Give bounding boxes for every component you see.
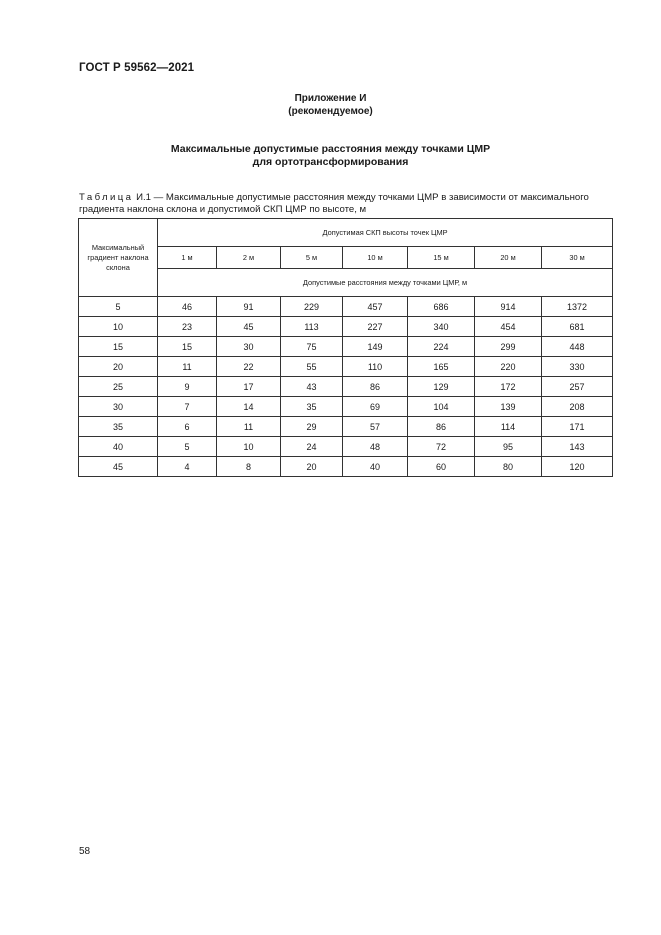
column-header: 15 м — [408, 247, 475, 269]
table-caption — [79, 192, 619, 216]
distance-cell: 6 — [158, 417, 217, 437]
distance-cell: 91 — [217, 297, 281, 317]
column-header: 30 м — [542, 247, 613, 269]
table-caption-line2: градиента наклона склона и допустимой СКП ЦМР по высоте, м — [79, 204, 367, 215]
distance-cell: 149 — [343, 337, 408, 357]
distance-cell: 20 — [281, 457, 343, 477]
table-row — [79, 457, 613, 477]
distance-cell: 143 — [542, 437, 613, 457]
gradient-cell: 10 — [79, 317, 158, 337]
distance-cell: 15 — [158, 337, 217, 357]
distance-cell: 113 — [281, 317, 343, 337]
gradient-cell: 20 — [79, 357, 158, 377]
gradient-cell: 25 — [79, 377, 158, 397]
column-header: 20 м — [475, 247, 542, 269]
distance-cell: 171 — [542, 417, 613, 437]
distance-cell: 11 — [217, 417, 281, 437]
distance-cell: 45 — [217, 317, 281, 337]
column-header: 5 м — [281, 247, 343, 269]
table-row — [79, 417, 613, 437]
distance-cell: 104 — [408, 397, 475, 417]
distance-cell: 4 — [158, 457, 217, 477]
distance-cell: 24 — [281, 437, 343, 457]
table-row — [79, 337, 613, 357]
section-title — [0, 143, 661, 169]
distance-cell: 208 — [542, 397, 613, 417]
gradient-cell: 5 — [79, 297, 158, 317]
distance-cell: 172 — [475, 377, 542, 397]
document-standard-id: ГОСТ Р 59562—2021 — [79, 62, 195, 74]
section-title-line2: для ортотрансформирования — [252, 156, 409, 168]
sub-header-distances: Допустимые расстояния между точками ЦМР, м — [158, 269, 613, 297]
distance-cell: 220 — [475, 357, 542, 377]
distance-cell: 14 — [217, 397, 281, 417]
distance-cell: 80 — [475, 457, 542, 477]
appendix-status: (рекомендуемое) — [288, 106, 373, 117]
distance-cell: 57 — [343, 417, 408, 437]
row-header-gradient: Максимальный градиент наклона склона — [79, 219, 158, 297]
distance-cell: 257 — [542, 377, 613, 397]
distance-cell: 454 — [475, 317, 542, 337]
gradient-cell: 30 — [79, 397, 158, 417]
section-title-line1: Максимальные допустимые расстояния между точками ЦМР — [170, 143, 491, 155]
gradient-cell: 15 — [79, 337, 158, 357]
distance-cell: 86 — [343, 377, 408, 397]
distance-cell: 43 — [281, 377, 343, 397]
distance-cell: 11 — [158, 357, 217, 377]
distance-cell: 46 — [158, 297, 217, 317]
group-header-rmse: Допустимая СКП высоты точек ЦМР — [158, 219, 613, 247]
distance-cell: 55 — [281, 357, 343, 377]
distance-cell: 457 — [343, 297, 408, 317]
table-row — [79, 297, 613, 317]
appendix-heading — [0, 92, 661, 118]
distance-cell: 227 — [343, 317, 408, 337]
distance-cell: 165 — [408, 357, 475, 377]
distance-cell: 23 — [158, 317, 217, 337]
gradient-cell: 35 — [79, 417, 158, 437]
distance-cell: 448 — [542, 337, 613, 357]
distance-cell: 129 — [408, 377, 475, 397]
distance-cell: 110 — [343, 357, 408, 377]
distance-cell: 681 — [542, 317, 613, 337]
page-number: 58 — [79, 846, 91, 857]
appendix-title: Приложение И — [294, 93, 367, 104]
table-row — [79, 377, 613, 397]
gradient-cell: 45 — [79, 457, 158, 477]
distance-cell: 224 — [408, 337, 475, 357]
distance-cell: 60 — [408, 457, 475, 477]
distance-cell: 29 — [281, 417, 343, 437]
table-row — [79, 397, 613, 417]
distance-cell: 10 — [217, 437, 281, 457]
distance-cell: 5 — [158, 437, 217, 457]
distance-cell: 35 — [281, 397, 343, 417]
distance-cell: 7 — [158, 397, 217, 417]
distance-table — [78, 218, 613, 477]
distance-cell: 1372 — [542, 297, 613, 317]
distance-cell: 914 — [475, 297, 542, 317]
distance-cell: 22 — [217, 357, 281, 377]
distance-cell: 9 — [158, 377, 217, 397]
column-header: 1 м — [158, 247, 217, 269]
column-header: 10 м — [343, 247, 408, 269]
distance-cell: 40 — [343, 457, 408, 477]
table-row — [79, 357, 613, 377]
distance-cell: 686 — [408, 297, 475, 317]
table-caption-prefix: Таблица — [79, 192, 134, 203]
distance-cell: 330 — [542, 357, 613, 377]
distance-cell: 139 — [475, 397, 542, 417]
table-caption-line1: И.1 — Максимальные допустимые расстояния между точками ЦМР в зависимости от максимального — [133, 192, 589, 203]
gradient-cell: 40 — [79, 437, 158, 457]
distance-cell: 48 — [343, 437, 408, 457]
distance-cell: 340 — [408, 317, 475, 337]
distance-cell: 72 — [408, 437, 475, 457]
column-header: 2 м — [217, 247, 281, 269]
distance-cell: 299 — [475, 337, 542, 357]
distance-cell: 75 — [281, 337, 343, 357]
distance-cell: 95 — [475, 437, 542, 457]
table-row — [79, 437, 613, 457]
distance-cell: 114 — [475, 417, 542, 437]
distance-cell: 17 — [217, 377, 281, 397]
distance-cell: 229 — [281, 297, 343, 317]
distance-cell: 30 — [217, 337, 281, 357]
distance-cell: 69 — [343, 397, 408, 417]
distance-cell: 8 — [217, 457, 281, 477]
distance-cell: 120 — [542, 457, 613, 477]
table-row — [79, 317, 613, 337]
distance-cell: 86 — [408, 417, 475, 437]
